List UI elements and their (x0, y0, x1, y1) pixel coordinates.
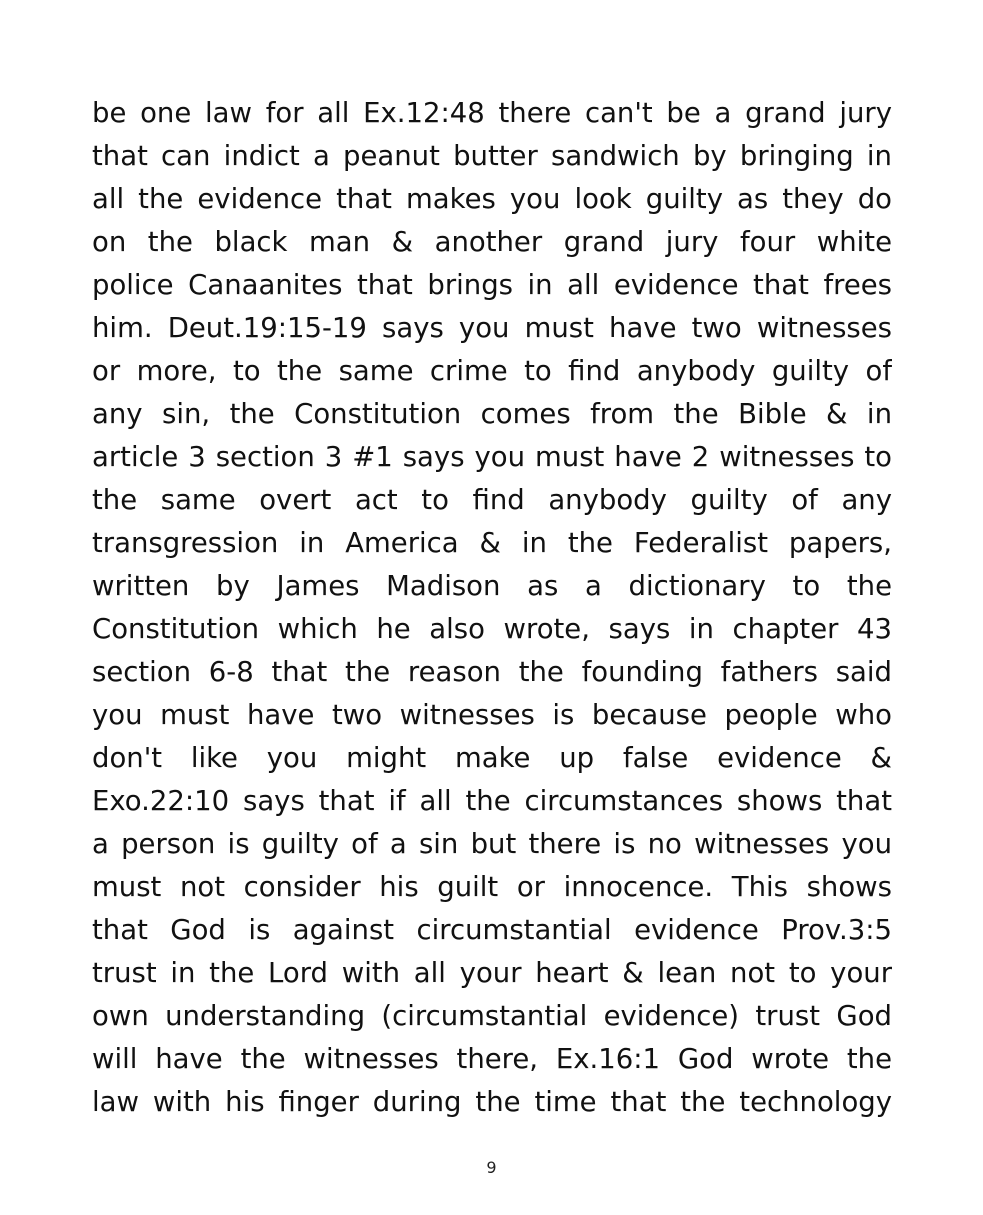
text-line: any sin, the Constitution comes from the Bible & in (92, 398, 892, 430)
text-line: law with his finger during the time that the technology (92, 1086, 892, 1118)
page-number: 9 (486, 1158, 497, 1177)
text-line: on the black man & another grand jury four white (92, 226, 892, 258)
text-line: transgression in America & in the Federalist papers, (92, 527, 892, 559)
text-line: you must have two witnesses is because people who (92, 699, 892, 731)
text-line: or more, to the same crime to find anybody guilty of (92, 355, 892, 387)
text-line: article 3 section 3 #1 says you must have 2 witnesses to (92, 441, 892, 473)
text-line: trust in the Lord with all your heart & lean not to your (92, 957, 892, 989)
text-line: Constitution which he also wrote, says in chapter 43 (92, 613, 892, 645)
text-line: must not consider his guilt or innocence. This shows (92, 871, 892, 903)
text-line: all the evidence that makes you look guilty as they do (92, 183, 892, 215)
text-line: police Canaanites that brings in all evidence that frees (92, 269, 892, 301)
text-line: be one law for all Ex.12:48 there can't be a grand jury (92, 97, 892, 129)
text-line: that God is against circumstantial evidence Prov.3:5 (92, 914, 892, 946)
text-line: him. Deut.19:15-19 says you must have two witnesses (92, 312, 892, 344)
text-line: the same overt act to find anybody guilty of any (92, 484, 892, 516)
text-line: section 6-8 that the reason the founding fathers said (92, 656, 892, 688)
body-text (92, 92, 892, 1124)
text-line: that can indict a peanut butter sandwich by bringing in (92, 140, 892, 172)
text-line: written by James Madison as a dictionary to the (92, 570, 892, 602)
text-line: will have the witnesses there, Ex.16:1 God wrote the (92, 1043, 892, 1075)
text-line: a person is guilty of a sin but there is no witnesses you (92, 828, 892, 860)
text-line: Exo.22:10 says that if all the circumstances shows that (92, 785, 892, 817)
text-line: own understanding (circumstantial evidence) trust God (92, 1000, 892, 1032)
text-line: don't like you might make up false evidence & (92, 742, 892, 774)
